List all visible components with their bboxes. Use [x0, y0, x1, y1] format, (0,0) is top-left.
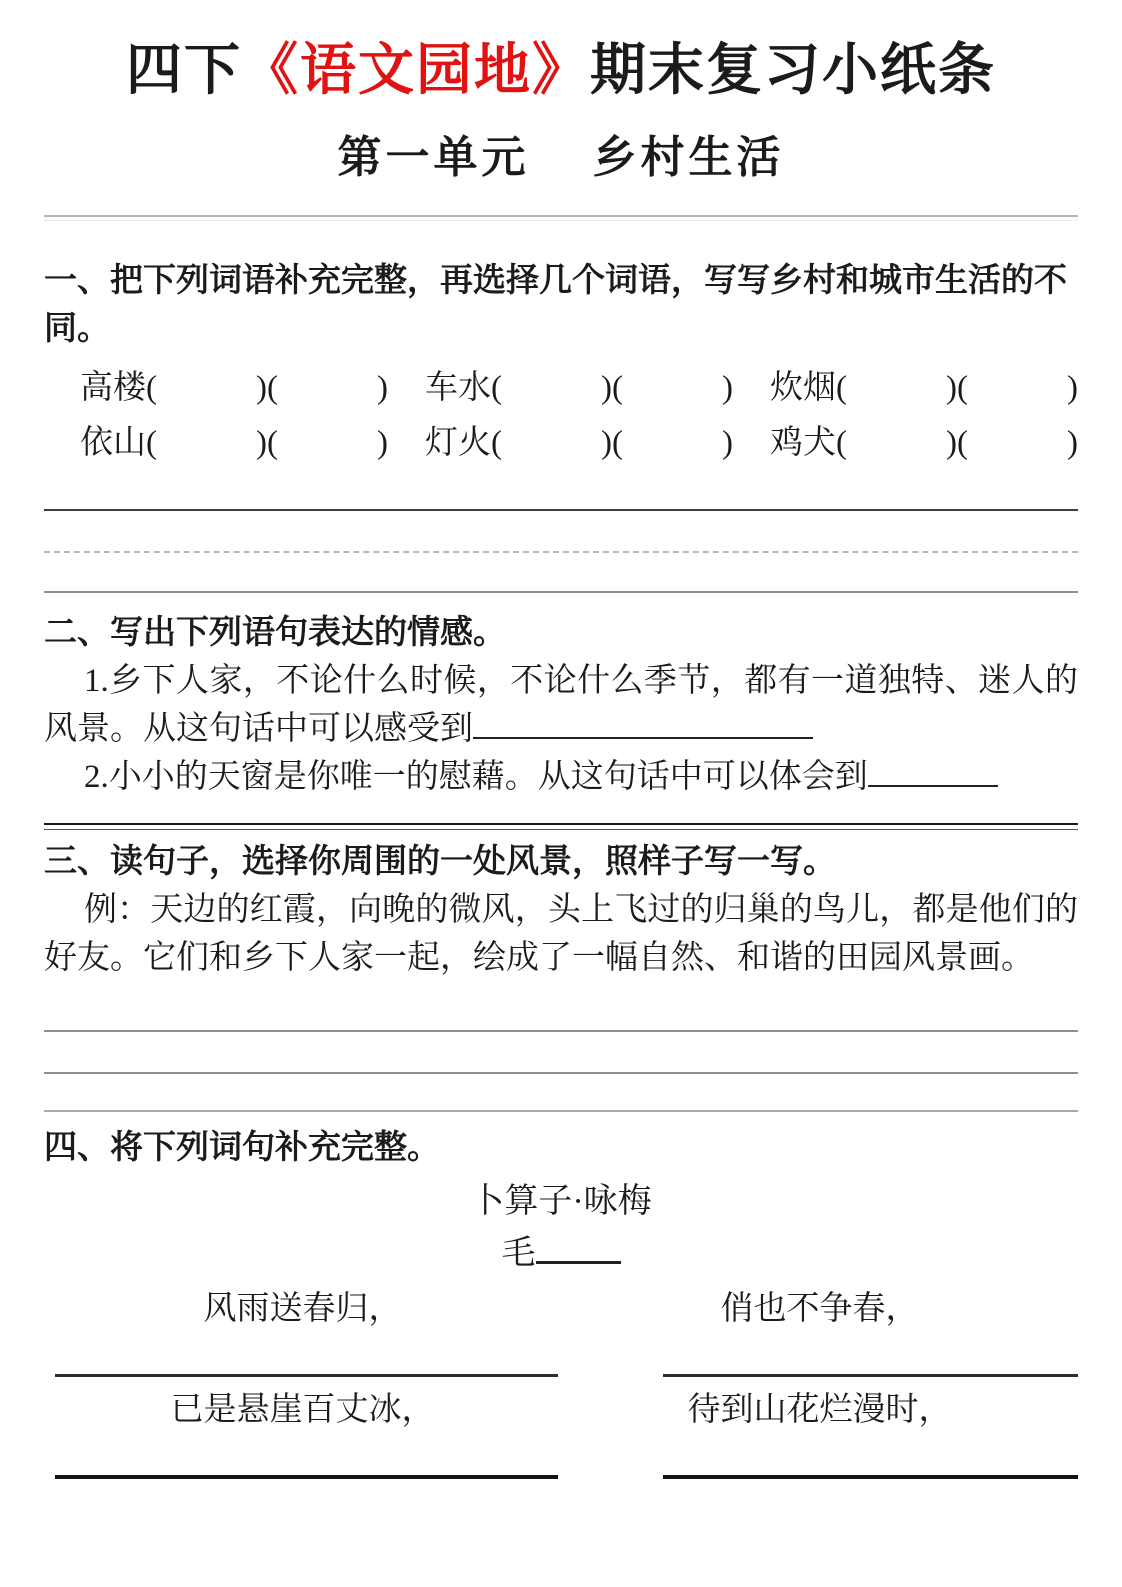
question-1-text: 1.乡下人家，不论什么时候，不论什么季节，都有一道独特、迷人的风景。从这句话中可以感受到	[44, 663, 1078, 747]
word-cell: 炊烟( )( )	[770, 370, 1078, 406]
poem-line-left: 风雨送春归，	[203, 1291, 402, 1327]
poem-line-right: 待到山花烂漫时，	[687, 1392, 952, 1428]
poem-line-left: 已是悬崖百丈冰，	[170, 1392, 435, 1428]
section-3-heading: 三、读句子，选择你周围的一处风景，照样子写一写。	[44, 844, 836, 880]
answer-line	[44, 591, 1078, 593]
section-1-heading: 一、把下列词语补充完整，再选择几个词语，写写乡村和城市生活的不同。	[44, 263, 1067, 347]
question-2-text: 2.小小的天窗是你唯一的慰藉。从这句话中可以体会到	[84, 759, 868, 795]
unit-subtitle: 第一单元 乡村生活	[337, 133, 785, 182]
word-cell: 高楼( )( )	[80, 370, 388, 406]
word-cell: 灯火( )( )	[425, 425, 733, 461]
word-fill-grid	[44, 361, 1078, 471]
section-2-heading: 二、写出下列语句表达的情感。	[44, 615, 506, 651]
word-row	[80, 361, 1078, 416]
answer-line	[44, 823, 1078, 830]
poem-title: 卜算子·咏梅	[470, 1183, 652, 1220]
page-title-suffix: 期末复习小纸条	[590, 40, 996, 102]
header-divider	[44, 215, 1078, 221]
answer-line	[44, 1030, 1078, 1032]
page-title-highlight: 《语文园地》	[242, 40, 590, 102]
section-4-heading: 四、将下列词句补充完整。	[44, 1130, 440, 1166]
word-cell: 车水( )( )	[425, 370, 733, 406]
poem-author-line	[44, 1232, 1078, 1276]
answer-line	[44, 551, 1078, 553]
poem-answer-lines	[44, 1374, 1078, 1377]
answer-line	[663, 1374, 1078, 1377]
answer-line	[663, 1475, 1078, 1479]
blank-underline	[868, 781, 998, 787]
page-title	[44, 0, 1078, 106]
word-cell: 依山( )( )	[80, 425, 388, 461]
question-2	[44, 753, 1078, 801]
word-cell: 鸡犬( )( )	[770, 425, 1078, 461]
answer-line	[55, 1374, 558, 1377]
word-row	[80, 416, 1078, 471]
poem-answer-lines	[44, 1475, 1078, 1479]
page-title-prefix: 四下	[126, 40, 242, 102]
poem-author-prefix: 毛	[501, 1235, 536, 1272]
poem-verse-row	[44, 1286, 1078, 1332]
example-paragraph: 例：天边的红霞，向晚的微风，头上飞过的归巢的鸟儿，都是他们的好友。它们和乡下人家一起，绘成了一幅自然、和谐的田园风景画。	[44, 892, 1078, 976]
answer-line	[44, 1072, 1078, 1074]
answer-line	[44, 1110, 1078, 1112]
poem-verse-row	[44, 1387, 1078, 1433]
poem-line-right: 俏也不争春，	[720, 1291, 919, 1327]
blank-underline	[473, 733, 813, 739]
blank-underline	[536, 1257, 621, 1264]
answer-line	[44, 509, 1078, 511]
answer-line	[55, 1475, 558, 1479]
question-1	[44, 657, 1078, 753]
